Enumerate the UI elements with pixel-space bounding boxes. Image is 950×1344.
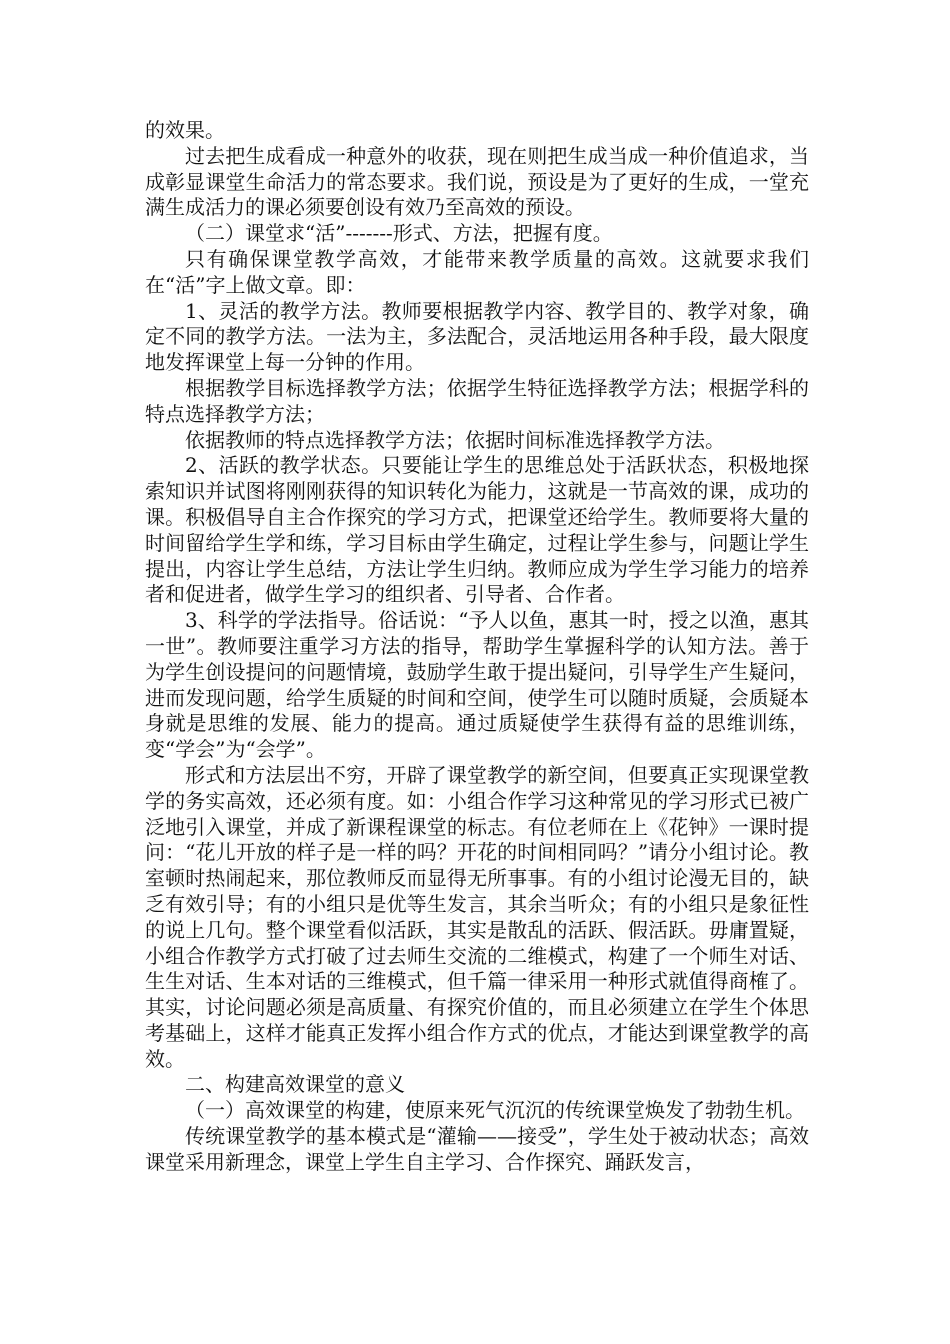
paragraph: 2、活跃的教学状态。只要能让学生的思维总处于活跃状态，积极地探索知识并试图将刚刚获得的知识转化为能力，这就是一节高效的课，成功的课。积极倡导自主合作探究的学习方式，把课堂还给学生。教师要将大量的时间留给学生学和练，学习目标由学生确定，过程让学生参与，问题让学生提出，内容让学生总结，方法让学生归纳。教师应成为学生学习能力的培养者和促进者，做学生学习的组织者、引导者、合作者。: [145, 453, 809, 607]
section-heading: 二、构建高效课堂的意义: [185, 1072, 405, 1097]
paragraph: 依据教师的特点选择教学方法；依据时间标准选择教学方法。: [185, 427, 725, 452]
paragraph: 形式和方法层出不穷，开辟了课堂教学的新空间，但要真正实现课堂教学的务实高效，还必须有度。如：小组合作学习这种常见的学习形式已被广泛地引入课堂，并成了新课程课堂的标志。有位老师在上《花钟》一课时提问：“花儿开放的样子是一样的吗？开花的时间相同吗？”请分小组讨论。教室顿时热闹起来，那位教师反而显得无所事事。有的小组讨论漫无目的，缺乏有效引导；有的小组只是优等生发言，其余当听众；有的小组只是象征性的说上几句。整个课堂看似活跃，其实是散乱的活跃、假活跃。毋庸置疑，小组合作教学方式打破了过去师生交流的二维模式，构建了一个师生对话、生生对话、生本对话的三维模式，但千篇一律采用一种形式就值得商榷了。其实，讨论问题必须是高质量、有探究价值的，而且必须建立在学生个体思考基础上，这样才能真正发挥小组合作方式的优点，才能达到课堂教学的高效。: [145, 762, 809, 1071]
document-body: [145, 118, 809, 1176]
section-heading: （二）课堂求“活”-------形式、方法，把握有度。: [185, 221, 613, 246]
paragraph: 传统课堂教学的基本模式是“灌输——接受”，学生处于被动状态；高效课堂采用新理念，课堂上学生自主学习、合作探究、踊跃发言，: [145, 1124, 809, 1174]
paragraph: 的效果。: [145, 118, 225, 142]
subsection-heading: （一）高效课堂的构建，使原来死气沉沉的传统课堂焕发了勃勃生机。: [185, 1098, 805, 1123]
paragraph: 3、科学的学法指导。俗话说：“予人以鱼，惠其一时，授之以渔，惠其一世”。教师要注重学习方法的指导，帮助学生掌握科学的认知方法。善于为学生创设提问的问题情境，鼓励学生敢于提出疑问，引导学生产生疑问，进而发现问题，给学生质疑的时间和空间，使学生可以随时质疑，会质疑本身就是思维的发展、能力的提高。通过质疑使学生获得有益的思维训练，变“学会”为“会学”。: [145, 608, 809, 762]
paragraph: 只有确保课堂教学高效，才能带来教学质量的高效。这就要求我们在“活”字上做文章。即：: [145, 246, 809, 297]
paragraph: 过去把生成看成一种意外的收获，现在则把生成当成一种价值追求，当成彰显课堂生命活力的常态要求。我们说，预设是为了更好的生成，一堂充满生成活力的课必须要创设有效乃至高效的预设。: [145, 143, 809, 220]
paragraph: 根据教学目标选择教学方法；依据学生特征选择教学方法；根据学科的特点选择教学方法；: [145, 375, 809, 426]
paragraph: 1、灵活的教学方法。教师要根据教学内容、教学目的、教学对象，确定不同的教学方法。一法为主，多法配合，灵活地运用各种手段，最大限度地发挥课堂上每一分钟的作用。: [145, 298, 809, 375]
